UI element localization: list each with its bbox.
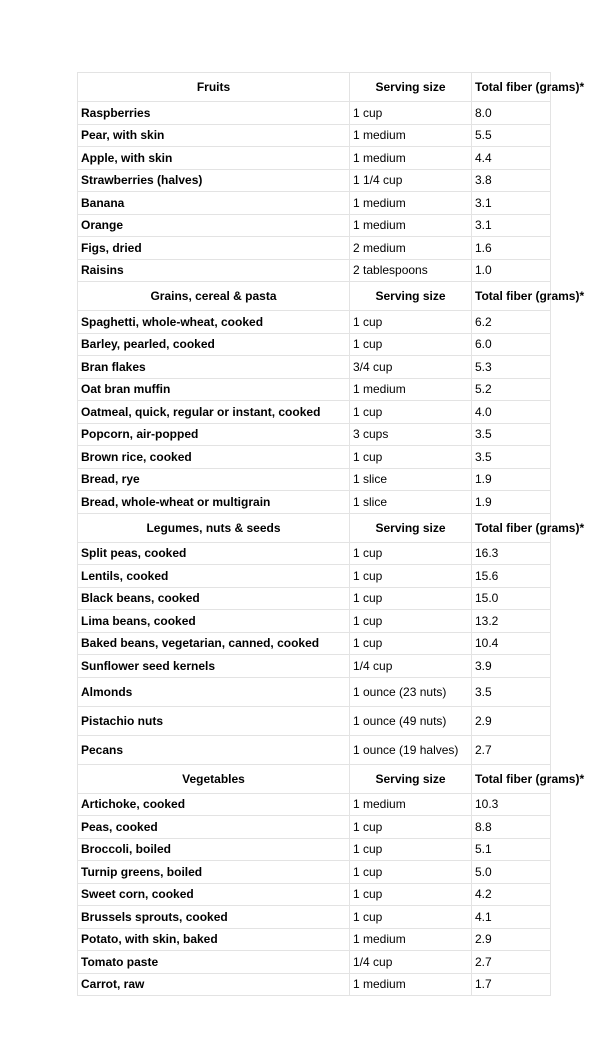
table-row: [78, 124, 551, 147]
table-row: [78, 356, 551, 379]
fiber-grams: 1.0: [472, 259, 551, 282]
fiber-grams: 15.6: [472, 565, 551, 588]
serving-size: 1 medium: [350, 124, 472, 147]
food-name: Raisins: [78, 259, 350, 282]
table-row: [78, 423, 551, 446]
food-name: Tomato paste: [78, 951, 350, 974]
fiber-grams: 1.6: [472, 237, 551, 260]
fiber-grams: 6.2: [472, 311, 551, 334]
food-name: Black beans, cooked: [78, 587, 350, 610]
food-name: Pecans: [78, 735, 350, 764]
table-row: [78, 491, 551, 514]
table-row: [78, 951, 551, 974]
food-name: Popcorn, air-popped: [78, 423, 350, 446]
fiber-grams: 4.1: [472, 906, 551, 929]
food-name: Strawberries (halves): [78, 169, 350, 192]
food-name: Baked beans, vegetarian, canned, cooked: [78, 632, 350, 655]
serving-size: 1 medium: [350, 214, 472, 237]
food-name: Split peas, cooked: [78, 542, 350, 565]
food-name: Brussels sprouts, cooked: [78, 906, 350, 929]
table-row: [78, 446, 551, 469]
serving-size: 1 cup: [350, 565, 472, 588]
table-row: [78, 214, 551, 237]
category-heading: Grains, cereal & pasta: [78, 282, 350, 311]
category-heading: Legumes, nuts & seeds: [78, 513, 350, 542]
table-row: [78, 587, 551, 610]
serving-size: 1 slice: [350, 491, 472, 514]
serving-size: 1 medium: [350, 928, 472, 951]
fiber-grams: 10.3: [472, 793, 551, 816]
table-row: [78, 192, 551, 215]
food-name: Turnip greens, boiled: [78, 861, 350, 884]
serving-size: 1 cup: [350, 816, 472, 839]
table-row: [78, 883, 551, 906]
food-name: Oatmeal, quick, regular or instant, cooked: [78, 401, 350, 424]
serving-size: 1 1/4 cup: [350, 169, 472, 192]
fiber-grams: 5.0: [472, 861, 551, 884]
table-row: [78, 677, 551, 706]
serving-size: 1 medium: [350, 378, 472, 401]
serving-size: 1 cup: [350, 311, 472, 334]
table-row: [78, 378, 551, 401]
fiber-grams: 1.9: [472, 468, 551, 491]
table-row: [78, 259, 551, 282]
total-fiber-heading: Total fiber (grams)*: [472, 282, 551, 311]
food-name: Bran flakes: [78, 356, 350, 379]
section-header-row: [78, 513, 551, 542]
serving-size: 1 cup: [350, 632, 472, 655]
serving-size: 1/4 cup: [350, 951, 472, 974]
table-row: [78, 565, 551, 588]
table-row: [78, 793, 551, 816]
table-row: [78, 973, 551, 996]
table-row: [78, 906, 551, 929]
food-name: Spaghetti, whole-wheat, cooked: [78, 311, 350, 334]
food-name: Banana: [78, 192, 350, 215]
fiber-grams: 5.1: [472, 838, 551, 861]
serving-size: 2 tablespoons: [350, 259, 472, 282]
serving-size: 1 ounce (49 nuts): [350, 706, 472, 735]
fiber-grams: 4.2: [472, 883, 551, 906]
food-name: Oat bran muffin: [78, 378, 350, 401]
fiber-grams: 3.9: [472, 655, 551, 678]
serving-size: 1 cup: [350, 102, 472, 125]
table-row: [78, 838, 551, 861]
food-name: Figs, dried: [78, 237, 350, 260]
serving-size: 1 cup: [350, 333, 472, 356]
serving-size: 1 cup: [350, 861, 472, 884]
serving-size-heading: Serving size: [350, 513, 472, 542]
food-name: Peas, cooked: [78, 816, 350, 839]
serving-size: 3/4 cup: [350, 356, 472, 379]
serving-size: 1 medium: [350, 793, 472, 816]
fiber-grams: 15.0: [472, 587, 551, 610]
serving-size: 1 cup: [350, 883, 472, 906]
total-fiber-heading: Total fiber (grams)*: [472, 513, 551, 542]
serving-size: 1 cup: [350, 838, 472, 861]
food-name: Orange: [78, 214, 350, 237]
food-name: Broccoli, boiled: [78, 838, 350, 861]
fiber-grams: 5.3: [472, 356, 551, 379]
fiber-grams: 1.9: [472, 491, 551, 514]
food-name: Carrot, raw: [78, 973, 350, 996]
fiber-grams: 8.0: [472, 102, 551, 125]
category-heading: Fruits: [78, 73, 350, 102]
fiber-grams: 4.0: [472, 401, 551, 424]
fiber-grams: 3.5: [472, 446, 551, 469]
food-name: Sweet corn, cooked: [78, 883, 350, 906]
table-row: [78, 333, 551, 356]
serving-size: 1 cup: [350, 906, 472, 929]
table-row: [78, 655, 551, 678]
table-row: [78, 610, 551, 633]
serving-size: 1 cup: [350, 610, 472, 633]
section-header-row: [78, 764, 551, 793]
serving-size: 1 ounce (23 nuts): [350, 677, 472, 706]
fiber-grams: 4.4: [472, 147, 551, 170]
serving-size: 1 cup: [350, 587, 472, 610]
fiber-grams: 5.5: [472, 124, 551, 147]
food-name: Pistachio nuts: [78, 706, 350, 735]
serving-size: 1/4 cup: [350, 655, 472, 678]
table-row: [78, 147, 551, 170]
fiber-grams: 16.3: [472, 542, 551, 565]
food-name: Pear, with skin: [78, 124, 350, 147]
food-name: Lima beans, cooked: [78, 610, 350, 633]
fiber-grams: 3.1: [472, 192, 551, 215]
food-name: Barley, pearled, cooked: [78, 333, 350, 356]
table-row: [78, 468, 551, 491]
fiber-grams: 6.0: [472, 333, 551, 356]
serving-size: 1 cup: [350, 401, 472, 424]
food-name: Potato, with skin, baked: [78, 928, 350, 951]
food-name: Brown rice, cooked: [78, 446, 350, 469]
serving-size-heading: Serving size: [350, 73, 472, 102]
food-name: Lentils, cooked: [78, 565, 350, 588]
table-row: [78, 735, 551, 764]
serving-size-heading: Serving size: [350, 282, 472, 311]
fiber-grams: 1.7: [472, 973, 551, 996]
fiber-grams: 10.4: [472, 632, 551, 655]
fiber-content-table: [77, 72, 585, 996]
table-row: [78, 169, 551, 192]
serving-size: 3 cups: [350, 423, 472, 446]
total-fiber-heading: Total fiber (grams)*: [472, 764, 551, 793]
table-row: [78, 237, 551, 260]
table-row: [78, 632, 551, 655]
food-name: Bread, rye: [78, 468, 350, 491]
serving-size: 1 medium: [350, 147, 472, 170]
serving-size: 2 medium: [350, 237, 472, 260]
serving-size: 1 ounce (19 halves): [350, 735, 472, 764]
fiber-grams: 8.8: [472, 816, 551, 839]
serving-size: 1 cup: [350, 446, 472, 469]
food-name: Apple, with skin: [78, 147, 350, 170]
fiber-grams: 5.2: [472, 378, 551, 401]
serving-size: 1 cup: [350, 542, 472, 565]
serving-size: 1 medium: [350, 192, 472, 215]
table-row: [78, 816, 551, 839]
table-row: [78, 401, 551, 424]
fiber-grams: 2.9: [472, 928, 551, 951]
fiber-grams: 3.1: [472, 214, 551, 237]
table-row: [78, 311, 551, 334]
section-header-row: [78, 282, 551, 311]
food-name: Raspberries: [78, 102, 350, 125]
fiber-grams: 3.5: [472, 423, 551, 446]
serving-size-heading: Serving size: [350, 764, 472, 793]
food-name: Almonds: [78, 677, 350, 706]
serving-size: 1 medium: [350, 973, 472, 996]
table-row: [78, 542, 551, 565]
table-row: [78, 706, 551, 735]
serving-size: 1 slice: [350, 468, 472, 491]
table-row: [78, 928, 551, 951]
total-fiber-heading: Total fiber (grams)*: [472, 73, 551, 102]
fiber-grams: 2.7: [472, 951, 551, 974]
food-name: Bread, whole-wheat or multigrain: [78, 491, 350, 514]
food-name: Sunflower seed kernels: [78, 655, 350, 678]
fiber-grams: 2.9: [472, 706, 551, 735]
fiber-grams: 3.5: [472, 677, 551, 706]
category-heading: Vegetables: [78, 764, 350, 793]
table-row: [78, 861, 551, 884]
fiber-grams: 13.2: [472, 610, 551, 633]
table-row: [78, 102, 551, 125]
fiber-grams: 3.8: [472, 169, 551, 192]
fiber-table-body: [78, 73, 585, 996]
section-header-row: [78, 73, 551, 102]
food-name: Artichoke, cooked: [78, 793, 350, 816]
fiber-grams: 2.7: [472, 735, 551, 764]
